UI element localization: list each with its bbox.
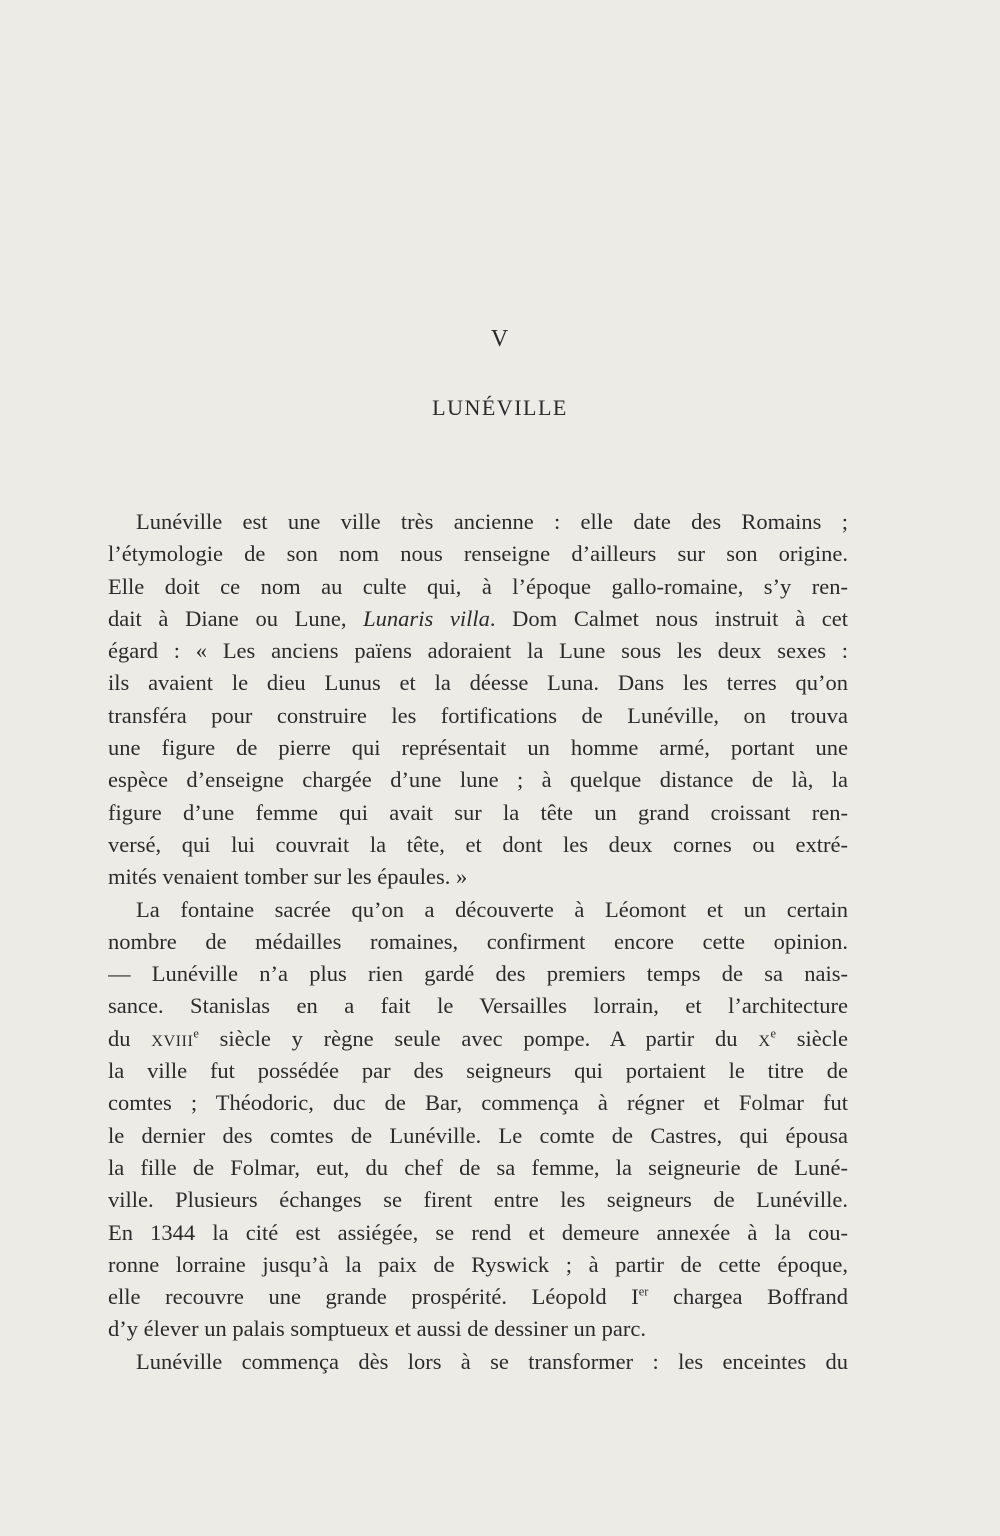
text-line: En 1344 la cité est assiégée, se rend et demeure annexée à la cou- xyxy=(108,1219,848,1245)
text-line: figure d’une femme qui avait sur la tête un grand croissant ren- xyxy=(108,799,848,825)
text-line: versé, qui lui couvrait la tête, et dont les deux cornes ou extré- xyxy=(108,831,848,857)
text-line: le dernier des comtes de Lunéville. Le comte de Castres, qui épousa xyxy=(108,1122,848,1148)
text-fragment: siècle y règne seule avec pompe. A partir du xyxy=(198,1025,759,1051)
superscript: er xyxy=(638,1284,649,1299)
text-fragment: siècle xyxy=(776,1025,848,1051)
text-fragment: dait à Diane ou Lune, xyxy=(108,605,364,631)
text-fragment: . Dom Calmet nous instruit à cet xyxy=(489,605,848,631)
text-line: ils avaient le dieu Lunus et la déesse Luna. Dans les terres qu’on xyxy=(108,670,848,696)
superscript: e xyxy=(193,1026,199,1041)
text-line: Elle doit ce nom au culte qui, à l’époque gallo-romaine, s’y ren- xyxy=(108,573,848,599)
text-line: sance. Stanislas en a fait le Versailles lorrain, et l’architecture xyxy=(108,993,848,1019)
chapter-title: LUNÉVILLE xyxy=(432,395,568,420)
text-line: mités venaient tomber sur les épaules. » xyxy=(108,864,468,890)
text-line: Lunéville commença dès lors à se transformer : les enceintes du xyxy=(136,1348,848,1374)
chapter-number: V xyxy=(490,326,510,352)
text-line: égard : « Les anciens païens adoraient la Lune sous les deux sexes : xyxy=(108,638,848,664)
text-line: d’y élever un palais somptueux et aussi de dessiner un parc. xyxy=(108,1316,646,1342)
text-line xyxy=(108,603,848,635)
text-line: l’étymologie de son nom nous renseigne d’ailleurs sur son origine. xyxy=(108,541,848,567)
text-line xyxy=(108,1281,848,1313)
text-fragment: du xyxy=(108,1025,152,1051)
body-text xyxy=(108,506,848,1378)
small-caps-numeral: X xyxy=(758,1031,771,1050)
text-line: la fille de Folmar, eut, du chef de sa femme, la seigneurie de Luné- xyxy=(108,1154,848,1180)
text-line: Lunéville est une ville très ancienne : elle date des Romains ; xyxy=(136,509,848,534)
text-line: — Lunéville n’a plus rien gardé des premiers temps de sa nais- xyxy=(108,961,848,987)
text-line: la ville fut possédée par des seigneurs qui portaient le titre de xyxy=(108,1058,848,1084)
superscript: e xyxy=(770,1026,777,1041)
text-line: nombre de médailles romaines, confirment encore cette opinion. xyxy=(108,928,848,954)
text-fragment: elle recouvre une grande prospérité. Léopold I xyxy=(108,1284,639,1310)
text-line xyxy=(108,1023,848,1055)
text-line: ronne lorraine jusqu’à la paix de Ryswick ; à partir de cette époque, xyxy=(108,1251,848,1277)
text-fragment: chargea Boffrand xyxy=(648,1284,848,1310)
text-line: transféra pour construire les fortifications de Lunéville, on trouva xyxy=(108,702,848,728)
small-caps-numeral: XVIII xyxy=(151,1031,194,1050)
text-line: ville. Plusieurs échanges se firent entre les seigneurs de Lunéville. xyxy=(108,1187,848,1213)
italic-phrase: Lunaris villa xyxy=(363,605,490,631)
text-line: La fontaine sacrée qu’on a découverte à Léomont et un certain xyxy=(136,896,848,922)
text-line: espèce d’enseigne chargée d’une lune ; à quelque distance de là, la xyxy=(108,767,848,793)
text-line: une figure de pierre qui représentait un homme armé, portant une xyxy=(108,735,848,761)
text-line: comtes ; Théodoric, duc de Bar, commença à régner et Folmar fut xyxy=(108,1090,848,1116)
